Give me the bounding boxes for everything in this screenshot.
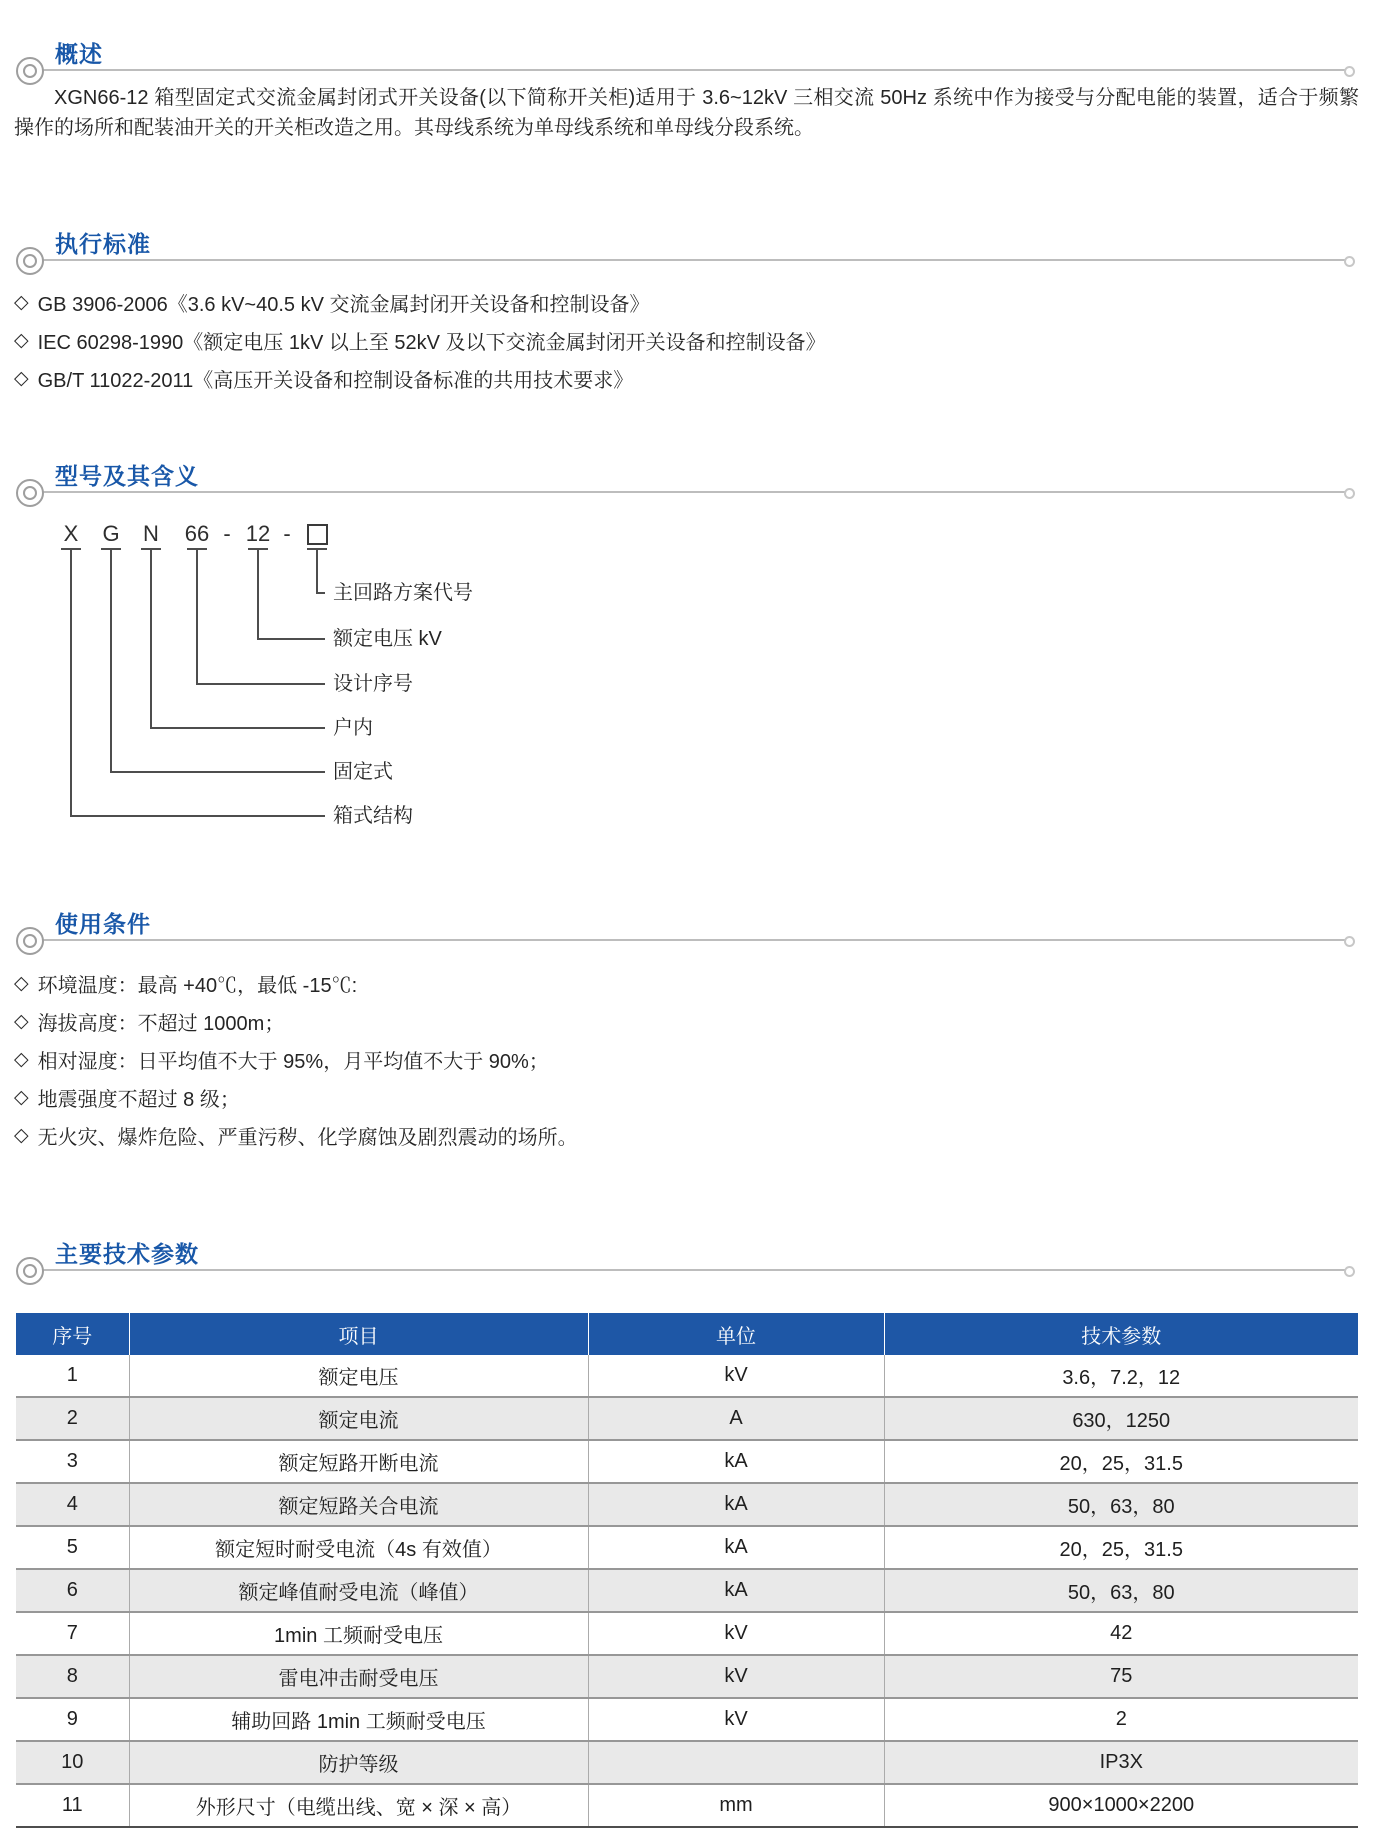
model-code-meaning-label: 主回路方案代号 [333,582,473,604]
model-code-char: 12 [245,521,271,546]
table-cell: 50，63，80 [884,1483,1358,1526]
diamond-bullet-icon: ◇ [14,367,29,389]
table-row [16,1655,1358,1698]
connector-horizontal-line [110,771,325,773]
section-title-model: 型号及其含义 [55,463,199,489]
standards-list [14,283,826,397]
model-code-char: X [63,521,79,546]
table-row [16,1741,1358,1784]
connector-horizontal-line [257,638,325,640]
table-cell: IP3X [884,1741,1358,1784]
list-item [14,359,826,397]
rule-endcap-icon [1344,256,1355,267]
table-cell: kA [588,1440,884,1483]
table-cell: 5 [16,1526,129,1569]
section-rule [30,939,1352,941]
list-item-text: 无火灾、爆炸危险、严重污秽、化学腐蚀及剧烈震动的场所。 [37,1126,578,1149]
section-title-standards: 执行标准 [55,231,151,257]
table-cell: 8 [16,1655,129,1698]
table-cell: 9 [16,1698,129,1741]
connector-horizontal-line [70,815,325,817]
connector-horizontal-line [316,592,325,594]
section-marker-inner-ring [23,1264,37,1278]
list-item [14,283,826,321]
table-cell: 额定短路开断电流 [129,1440,588,1483]
connector-vertical-line [196,550,198,685]
model-code-char: N [143,521,159,546]
table-cell: 42 [884,1612,1358,1655]
table-cell: 1 [16,1355,129,1397]
section-marker-icon [16,479,44,507]
section-marker-inner-ring [23,64,37,78]
rule-endcap-icon [1344,1266,1355,1277]
table-cell: 3.6，7.2，12 [884,1355,1358,1397]
connector-vertical-line [150,550,152,729]
list-item-text: 海拔高度：不超过 1000m； [37,1012,285,1035]
model-code-char: - [223,521,231,546]
table-cell: 75 [884,1655,1358,1698]
table-cell: 额定短时耐受电流（4s 有效值） [129,1526,588,1569]
rule-endcap-icon [1344,488,1355,499]
model-code-meaning-label: 箱式结构 [333,805,413,827]
section-marker-icon [16,1257,44,1285]
connector-horizontal-line [150,727,325,729]
list-item-text: GB 3906-2006《3.6 kV~40.5 kV 交流金属封闭开关设备和控制设备》 [37,293,650,316]
section-rule [30,491,1352,493]
table-cell: 2 [16,1397,129,1440]
table-header-row [16,1313,1358,1355]
section-rule [30,259,1352,261]
section-title-parameters: 主要技术参数 [55,1241,199,1267]
model-code-char: - [283,521,291,546]
overview-paragraph: XGN66-12 箱型固定式交流金属封闭式开关设备(以下简称开关柜)适用于 3.6~12kV 三相交流 50Hz 系统中作为接受与分配电能的装置，适合于频繁操作的场所和配装油开关的开关柜改造之用。其母线系统为单母线系统和单母线分段系统。 [14,87,1359,139]
table-cell [588,1741,884,1784]
table-row [16,1483,1358,1526]
table-cell: A [588,1397,884,1440]
table-header-cell: 项目 [129,1313,588,1355]
connector-vertical-line [70,550,72,817]
table-row [16,1698,1358,1741]
section-marker-icon [16,57,44,85]
table-cell: 2 [884,1698,1358,1741]
list-item-text: GB/T 11022-2011《高压开关设备和控制设备标准的共用技术要求》 [37,369,634,392]
table-cell: 3 [16,1440,129,1483]
table-cell: mm [588,1784,884,1827]
table-cell: 4 [16,1483,129,1526]
list-item [14,1116,578,1154]
table-cell: 防护等级 [129,1741,588,1784]
rule-endcap-icon [1344,66,1355,77]
list-item [14,1078,578,1116]
connector-horizontal-line [196,683,325,685]
table-cell: kV [588,1655,884,1698]
model-code-meaning-label: 设计序号 [333,673,413,695]
list-item [14,1002,578,1040]
table-cell: 额定电流 [129,1397,588,1440]
model-scheme-placeholder-box [307,524,328,545]
diamond-bullet-icon: ◇ [14,972,29,994]
section-marker-icon [16,247,44,275]
section-marker-inner-ring [23,254,37,268]
list-item-text: 相对湿度：日平均值不大于 95%，月平均值不大于 90%； [37,1050,549,1073]
table-cell: 1min 工频耐受电压 [129,1612,588,1655]
table-header-cell: 技术参数 [884,1313,1358,1355]
model-code-char: 66 [184,521,210,546]
model-code-char: G [102,521,120,546]
table-cell: kV [588,1698,884,1741]
table-cell: 6 [16,1569,129,1612]
table-cell: 辅助回路 1min 工频耐受电压 [129,1698,588,1741]
table-cell: 7 [16,1612,129,1655]
connector-vertical-line [257,550,259,640]
table-cell: 630，1250 [884,1397,1358,1440]
connector-vertical-line [316,550,318,594]
table-cell: 10 [16,1741,129,1784]
table-cell: 额定短路关合电流 [129,1483,588,1526]
table-cell: 雷电冲击耐受电压 [129,1655,588,1698]
list-item [14,964,578,1002]
section-title-conditions: 使用条件 [55,911,151,937]
diamond-bullet-icon: ◇ [14,329,29,351]
section-marker-inner-ring [23,486,37,500]
model-code-meaning-label: 固定式 [333,761,393,783]
table-cell: 20，25，31.5 [884,1526,1358,1569]
connector-vertical-line [110,550,112,773]
conditions-list [14,964,578,1154]
table-cell: 20，25，31.5 [884,1440,1358,1483]
table-cell: 11 [16,1784,129,1827]
table-row [16,1440,1358,1483]
diamond-bullet-icon: ◇ [14,1010,29,1032]
table-cell: kA [588,1569,884,1612]
list-item-text: 环境温度：最高 +40℃，最低 -15℃: [37,974,358,997]
section-title-overview: 概述 [55,41,103,67]
table-cell: kV [588,1355,884,1397]
list-item-text: 地震强度不超过 8 级； [37,1088,240,1111]
section-rule [30,69,1352,71]
table-cell: kA [588,1483,884,1526]
table-cell: kA [588,1526,884,1569]
table-cell: 额定峰值耐受电流（峰值） [129,1569,588,1612]
section-marker-icon [16,927,44,955]
diamond-bullet-icon: ◇ [14,291,29,313]
table-row [16,1784,1358,1827]
table-cell: 外形尺寸（电缆出线、宽 × 深 × 高） [129,1784,588,1827]
rule-endcap-icon [1344,936,1355,947]
table-header-cell: 单位 [588,1313,884,1355]
table-cell: kV [588,1612,884,1655]
diamond-bullet-icon: ◇ [14,1048,29,1070]
table-row [16,1526,1358,1569]
technical-parameters-table [16,1313,1358,1828]
table-cell: 900×1000×2200 [884,1784,1358,1827]
list-item-text: IEC 60298-1990《额定电压 1kV 以上至 52kV 及以下交流金属封闭开关设备和控制设备》 [37,331,826,354]
list-item [14,321,826,359]
section-rule [30,1269,1352,1271]
table-row [16,1569,1358,1612]
model-code-meaning-label: 户内 [333,717,373,739]
diamond-bullet-icon: ◇ [14,1086,29,1108]
table-row [16,1612,1358,1655]
list-item [14,1040,578,1078]
model-code-meaning-label: 额定电压 kV [333,628,442,650]
diamond-bullet-icon: ◇ [14,1124,29,1146]
table-cell: 额定电压 [129,1355,588,1397]
table-row [16,1397,1358,1440]
table-row [16,1355,1358,1397]
table-header-cell: 序号 [16,1313,129,1355]
section-marker-inner-ring [23,934,37,948]
table-cell: 50，63，80 [884,1569,1358,1612]
